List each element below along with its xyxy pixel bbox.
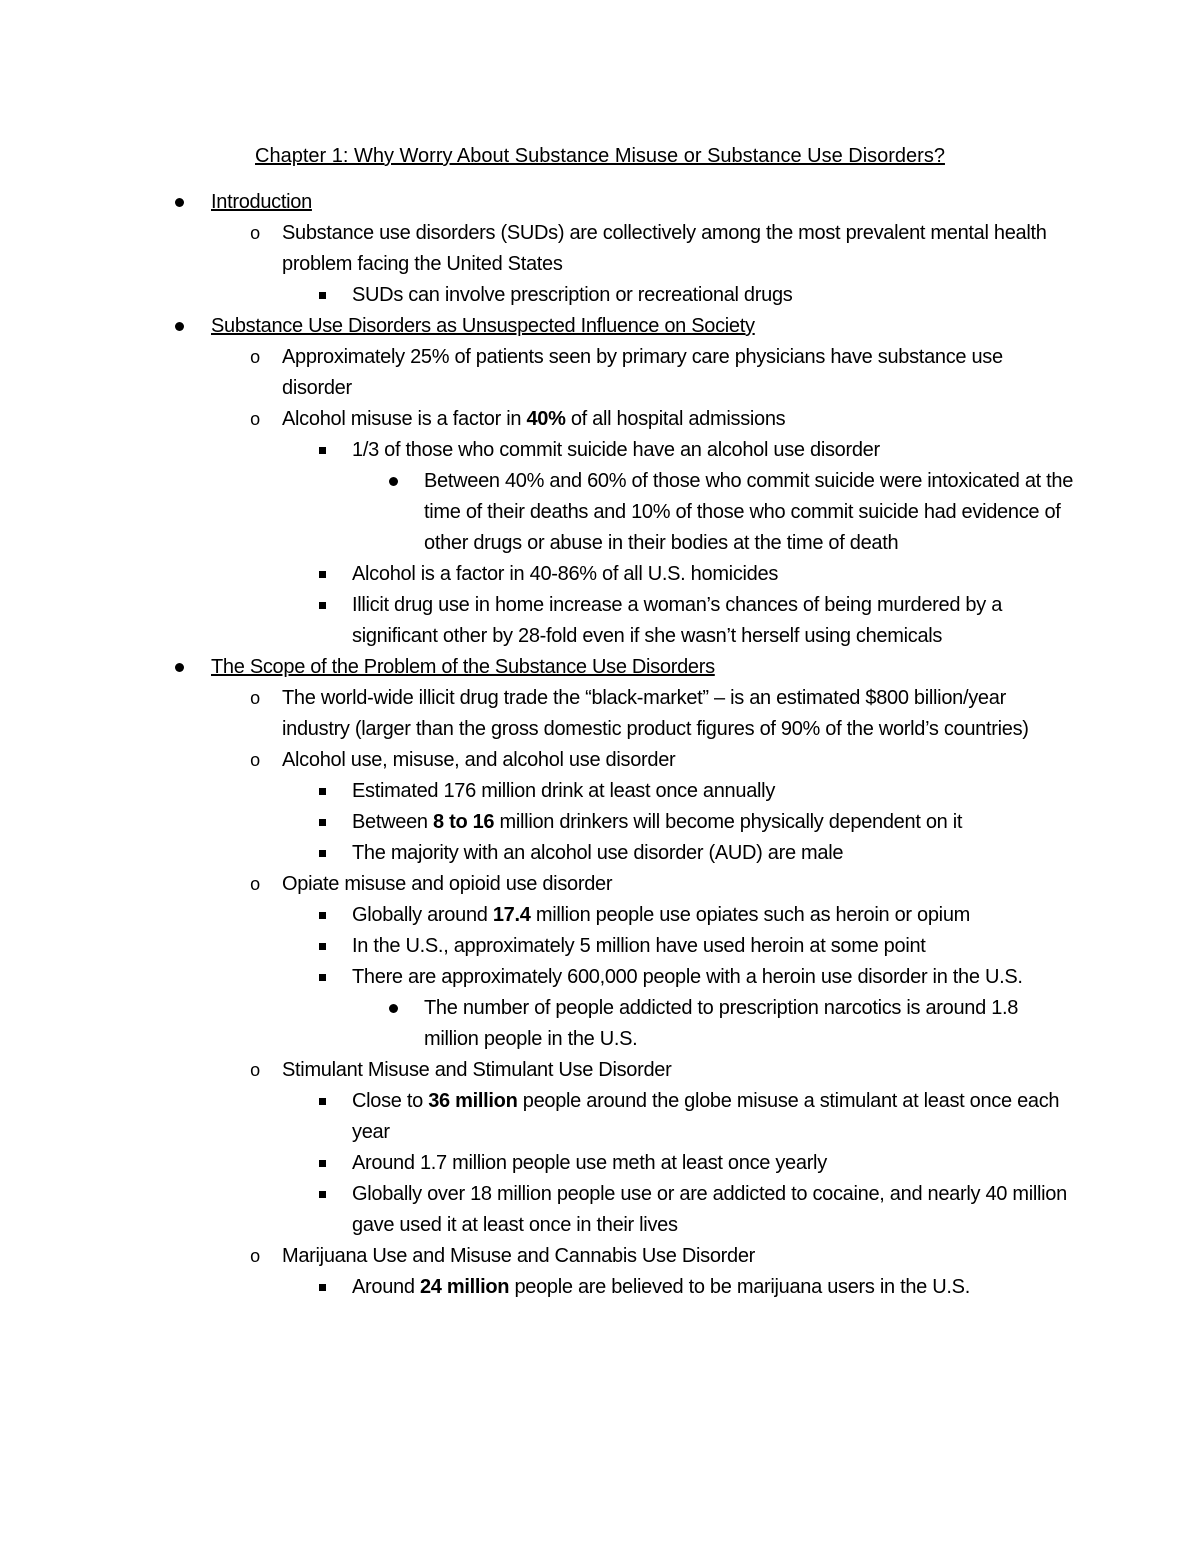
list-item-text	[211, 652, 1200, 683]
list-item-text	[352, 900, 1072, 931]
list-item-text	[352, 435, 1072, 466]
text-segment: people around the globe misuse a stimulant at least once each year	[352, 1090, 1060, 1143]
text-segment: million people use opiates such as heroin or opium	[530, 904, 971, 926]
text-segment: Alcohol use, misuse, and alcohol use disorder	[282, 749, 676, 771]
bullet-icon	[385, 993, 401, 1024]
list-item	[0, 1148, 1200, 1179]
list-item-text	[352, 1272, 1072, 1303]
list-item-text	[211, 311, 1200, 342]
circle-bullet-icon: o	[250, 1246, 260, 1266]
outline-list	[0, 187, 1200, 1303]
emphasis-text: 8 to 16	[433, 811, 495, 833]
text-segment: Estimated 176 million drink at least once annually	[352, 780, 776, 802]
list-item-text	[352, 931, 1072, 962]
circle-bullet-icon: o	[250, 750, 260, 770]
circle-bullet-icon: o	[250, 688, 260, 708]
list-item-text	[282, 745, 1072, 776]
text-segment: 1/3 of those who commit suicide have an alcohol use disorder	[352, 439, 880, 461]
text-segment: Around	[352, 1276, 420, 1298]
square-bullet-icon	[314, 807, 330, 838]
square-bullet-icon	[314, 900, 330, 931]
list-item-text	[352, 776, 1072, 807]
text-segment: The Scope of the Problem of the Substance Use Disorders	[211, 656, 715, 678]
circle-bullet-icon: o	[250, 874, 260, 894]
text-segment: of all hospital admissions	[565, 408, 786, 430]
square-bullet-icon	[314, 559, 330, 590]
list-item	[0, 590, 1200, 652]
text-segment: Globally around	[352, 904, 493, 926]
list-item-text	[424, 466, 1074, 559]
text-segment: Close to	[352, 1090, 429, 1112]
text-segment: Alcohol is a factor in 40-86% of all U.S. homicides	[352, 563, 779, 585]
list-item-text	[352, 1179, 1072, 1241]
list-item-text	[282, 342, 1072, 404]
list-item	[0, 683, 1200, 745]
list-item	[0, 993, 1200, 1055]
bullet-icon	[385, 466, 401, 497]
emphasis-text: 40%	[526, 408, 566, 430]
list-item-text	[352, 590, 1072, 652]
list-item-text	[352, 559, 1072, 590]
page-title: Chapter 1: Why Worry About Substance Misuse or Substance Use Disorders?	[255, 145, 945, 167]
list-item-text	[352, 807, 1072, 838]
square-bullet-icon	[314, 838, 330, 869]
emphasis-text: 36 million	[428, 1090, 518, 1112]
list-item-text	[424, 993, 1074, 1055]
text-segment: Substance use disorders (SUDs) are collectively among the most prevalent mental health problem facing the United States	[282, 222, 1047, 275]
list-item-text	[282, 404, 1072, 435]
text-segment: Globally over 18 million people use or are addicted to cocaine, and nearly 40 million gave used it at least once in their lives	[352, 1183, 1067, 1236]
list-item	[0, 869, 1200, 900]
list-item-text	[282, 869, 1072, 900]
list-item	[0, 1272, 1200, 1303]
circle-bullet-icon: o	[250, 347, 260, 367]
circle-bullet-icon: o	[250, 223, 260, 243]
bullet-icon	[171, 187, 187, 218]
square-bullet-icon	[314, 435, 330, 466]
list-item	[0, 807, 1200, 838]
list-item	[0, 280, 1200, 311]
list-item	[0, 900, 1200, 931]
list-item-text	[282, 1055, 1072, 1086]
text-segment: Opiate misuse and opioid use disorder	[282, 873, 613, 895]
circle-bullet-icon: o	[250, 409, 260, 429]
text-segment: Around 1.7 million people use meth at least once yearly	[352, 1152, 827, 1174]
text-segment: In the U.S., approximately 5 million have used heroin at some point	[352, 935, 926, 957]
list-item	[0, 1086, 1200, 1148]
list-item	[0, 466, 1200, 559]
circle-bullet-icon: o	[250, 1060, 260, 1080]
list-item	[0, 931, 1200, 962]
list-item	[0, 311, 1200, 342]
list-item	[0, 1179, 1200, 1241]
bullet-icon	[171, 652, 187, 683]
text-segment: Approximately 25% of patients seen by primary care physicians have substance use disorder	[282, 346, 1003, 399]
text-segment: Between 40% and 60% of those who commit suicide were intoxicated at the time of their deaths and 10% of those who commit suicide had evidence of other drugs or abuse in their bodies at the time of death	[424, 470, 1074, 554]
text-segment: Illicit drug use in home increase a woman’s chances of being murdered by a significant other by 28-fold even if she wasn’t herself using chemicals	[352, 594, 1003, 647]
text-segment: There are approximately 600,000 people with a heroin use disorder in the U.S.	[352, 966, 1023, 988]
emphasis-text: 24 million	[419, 1276, 510, 1298]
list-item-text	[282, 1241, 1072, 1272]
list-item	[0, 218, 1200, 280]
list-item-text	[352, 1086, 1072, 1148]
text-segment: Between	[352, 811, 433, 833]
square-bullet-icon	[314, 1179, 330, 1210]
list-item	[0, 435, 1200, 466]
list-item	[0, 1055, 1200, 1086]
text-segment: Substance Use Disorders as Unsuspected Influence on Society	[211, 315, 755, 337]
text-segment: million drinkers will become physically dependent on it	[494, 811, 963, 833]
list-item	[0, 745, 1200, 776]
text-segment: Stimulant Misuse and Stimulant Use Disorder	[282, 1059, 672, 1081]
list-item-text	[352, 1148, 1072, 1179]
text-segment: The majority with an alcohol use disorder (AUD) are male	[352, 842, 844, 864]
list-item	[0, 559, 1200, 590]
bullet-icon	[171, 311, 187, 342]
list-item-text	[282, 683, 1072, 745]
list-item	[0, 652, 1200, 683]
list-item-text	[352, 280, 1072, 311]
list-item-text	[352, 962, 1072, 993]
list-item-text	[352, 838, 1072, 869]
square-bullet-icon	[314, 1272, 330, 1303]
text-segment: people are believed to be marijuana users in the U.S.	[509, 1276, 970, 1298]
square-bullet-icon	[314, 280, 330, 311]
emphasis-text: 17.4	[492, 904, 531, 926]
list-item	[0, 962, 1200, 993]
text-segment: Introduction	[211, 191, 312, 213]
square-bullet-icon	[314, 776, 330, 807]
text-segment: SUDs can involve prescription or recreational drugs	[352, 284, 793, 306]
list-item-text	[282, 218, 1072, 280]
list-item	[0, 342, 1200, 404]
square-bullet-icon	[314, 1086, 330, 1117]
list-item	[0, 776, 1200, 807]
square-bullet-icon	[314, 962, 330, 993]
list-item	[0, 838, 1200, 869]
text-segment: Alcohol misuse is a factor in	[282, 408, 527, 430]
text-segment: The number of people addicted to prescription narcotics is around 1.8 million people in the U.S.	[424, 997, 1019, 1050]
list-item	[0, 1241, 1200, 1272]
text-segment: The world-wide illicit drug trade the “black-market” – is an estimated $800 billion/year industry (larger than the gross domestic product figures of 90% of the world’s countries)	[282, 687, 1029, 740]
square-bullet-icon	[314, 590, 330, 621]
square-bullet-icon	[314, 1148, 330, 1179]
list-item-text	[211, 187, 1200, 218]
square-bullet-icon	[314, 931, 330, 962]
text-segment: Marijuana Use and Misuse and Cannabis Use Disorder	[282, 1245, 756, 1267]
list-item	[0, 187, 1200, 218]
list-item	[0, 404, 1200, 435]
